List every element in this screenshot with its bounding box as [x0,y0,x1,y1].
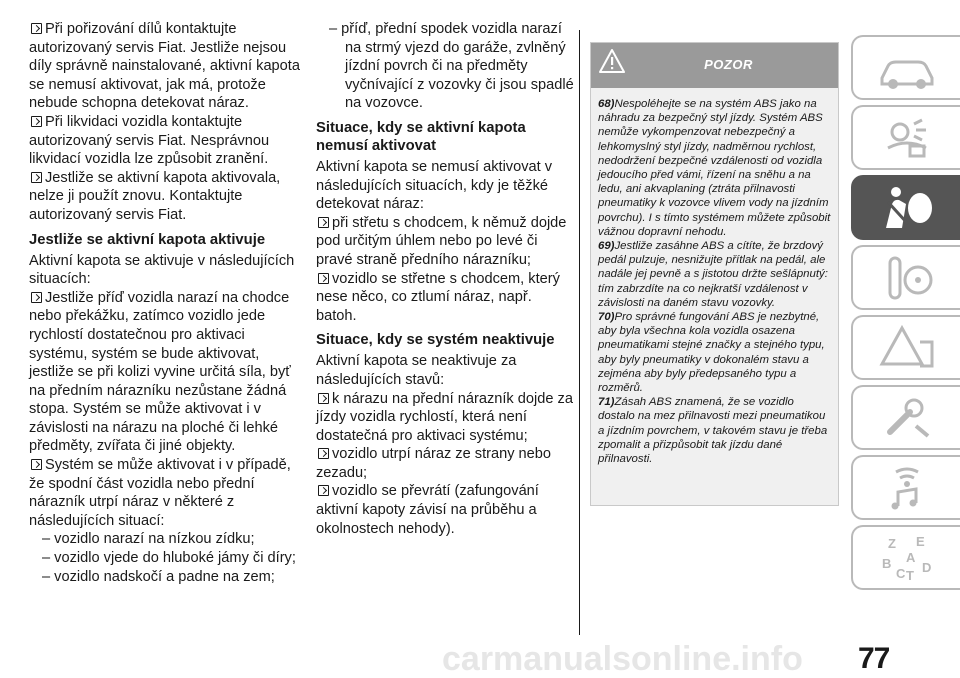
index-letter: B [881,555,891,571]
bullet-icon [318,273,329,284]
paragraph: vozidlo se střetne s chodcem, který nese něco, co ztlumí náraz, např. batoh. [316,270,560,324]
paragraph: Jestliže se aktivní kapota aktivovala, nelze ji použít znovu. Kontaktujte autorizovaný servis Fiat. [29,169,281,223]
tab-dashboard[interactable] [851,105,960,170]
tab-service[interactable] [851,385,960,450]
paragraph: Při pořizování dílů kontaktujte autorizovaný servis Fiat. Jestliže nejsou díly správně nainstalované, aktivní kapota se nemusí aktivovat, jak má, protože nebude schopna detekovat náraz. [29,21,300,112]
multimedia-icon [876,462,938,514]
bullet-icon [31,116,42,127]
paragraph: Aktivní kapota se aktivuje v následujících situacích: [29,252,295,288]
section-heading: Situace, kdy se systém neaktivuje [316,332,555,349]
warning-item: 70)Pro správné fungování ABS je nezbytné, aby byla všechna kola vozidla osazena pneumatikami stejné značky a stejného typu, aby byly pneumatiky v dokonalém stavu a zejména aby byly předepsaného typu a rozměrů. [598,311,825,395]
index-letters-icon [876,532,938,584]
index-letter: E [915,533,925,549]
bullet-icon [31,172,42,183]
bullet-icon [318,485,329,496]
paragraph: Při likvidaci vozidla kontaktujte autorizovaný servis Fiat. Nesprávnou likvidací vozidla lze způsobit zranění. [29,113,270,168]
chapter-tabs [851,35,960,595]
tab-start[interactable] [851,245,960,310]
index-letter: T [905,567,914,583]
warning-title: POZOR [704,57,753,72]
warning-header [591,43,838,88]
watermark: carmanualsonline.info [442,640,803,678]
dash-item: – vozidlo vjede do hluboké jámy či díry; [42,550,296,567]
index-letter: A [905,549,915,565]
safety-airbag-icon [876,182,938,234]
warning-item: 69)Jestliže zasáhne ABS a cítíte, že brzdový pedál pulzuje, nesnižujte přítlak na pedál, ale nadále jej pevně a s jistotou držte sešlápnutý: tím zabrzdíte na co nejkratší vzdálenost v závislosti na daném stavu vozovky. [598,240,828,309]
paragraph: Systém se může aktivovat i v případě, že spodní část vozidla nebo přední nárazník utrpí náraz v některé z následujících situací: [29,457,291,529]
key-start-icon [876,252,938,304]
paragraph: při střetu s chodcem, k němuž dojde pod určitým úhlem nebo po levé či pravé straně předního nárazníku; [316,214,567,268]
tab-index[interactable] [851,525,960,590]
warning-item-number: 68) [598,98,615,110]
paragraph: Jestliže příď vozidla narazí na chodce nebo překážku, zatímco vozidlo jede rychlostí dostatečnou pro aktivaci systému, systém se bude aktivovat, jestliže se při kolizi vyvine určitá síla, byť na předním nárazníku nezůstane žádná stopa. Systém se může aktivovat i v závislosti na nárazu na ploché či lehké předměty, zvířata či jiné objekty. [29,289,291,455]
bullet-icon [31,292,42,303]
service-wrench-icon [876,392,938,444]
tab-car-info[interactable] [851,35,960,100]
bullet-icon [318,448,329,459]
bullet-icon [318,217,329,228]
section-heading: Situace, kdy se aktivní kapota nemusí aktivovat [316,119,526,154]
bullet-icon [318,393,329,404]
dash-item: – příď, přední spodek vozidla narazí na strmý vjezd do garáže, zvlněný jízdní povrch či na předměty vyčnívající z vozovky či jsou spadlé na vozovce. [329,21,574,112]
warning-item-number: 69) [598,240,615,253]
warning-item: 71)Zásah ABS znamená, že se vozidlo dostalo na mez přilnavosti mezi pneumatikou a jízdním povrchem, v takovém stavu je třeba zpomalit a přizpůsobit tak jízdu dané přilnavosti. [598,396,828,466]
car-info-icon [876,42,938,94]
paragraph: Aktivní kapota se neaktivuje za následujících stavů: [316,353,517,388]
paragraph: Aktivní kapota se nemusí aktivovat v následujících situacích, kdy je těžké detekovat náraz: [316,158,553,213]
section-heading: Jestliže se aktivní kapota aktivuje [29,231,266,248]
tab-safety[interactable] [851,175,960,240]
index-letter: C [895,565,905,581]
warning-body [591,88,838,466]
warning-item-number: 71) [598,396,615,409]
paragraph: k nárazu na přední nárazník dojde za jízdy vozidla rychlostí, která není dostatečná pro aktivaci systému; [316,390,573,444]
warning-item: 68)Nespoléhejte se na systém ABS jako na náhradu za bezpečný styl jízdy. Systém ABS nemůže vykompenzovat nebezpečný a lehkomyslný styl jízdy, nadměrnou rychlost, nedodržení bezpečné vzdálenosti od vozidla jedoucího před vámi, řízení na sněhu a na ledu, ani akvaplaning (ztráta přilnavosti pneumatiky k vozovce vlivem vody na jízdním povrchu). I s tímto systémem můžete způsobit vážnou dopravní nehodu. [598,98,831,238]
bullet-icon [31,23,42,34]
index-letter: D [921,559,931,575]
paragraph: vozidlo se převrátí (zafungování aktivní kapoty závisí na průběhu a okolnostech nehody). [316,483,539,537]
column-divider [579,30,580,635]
warning-road-icon [876,322,938,374]
tab-emergency[interactable] [851,315,960,380]
page-number: 77 [858,642,890,675]
tab-multimedia[interactable] [851,455,960,520]
warning-item-number: 70) [598,311,615,324]
warning-box [590,42,839,506]
dash-item: – vozidlo narazí na nízkou zídku; [42,531,255,548]
middle-column [316,20,574,538]
left-column [29,20,301,586]
paragraph: vozidlo utrpí náraz ze strany nebo zezadu; [316,446,552,481]
dash-item: – vozidlo nadskočí a padne na zem; [42,568,275,585]
bullet-icon [31,459,42,470]
index-letter: Z [887,535,896,551]
dashboard-lights-icon [876,112,938,164]
